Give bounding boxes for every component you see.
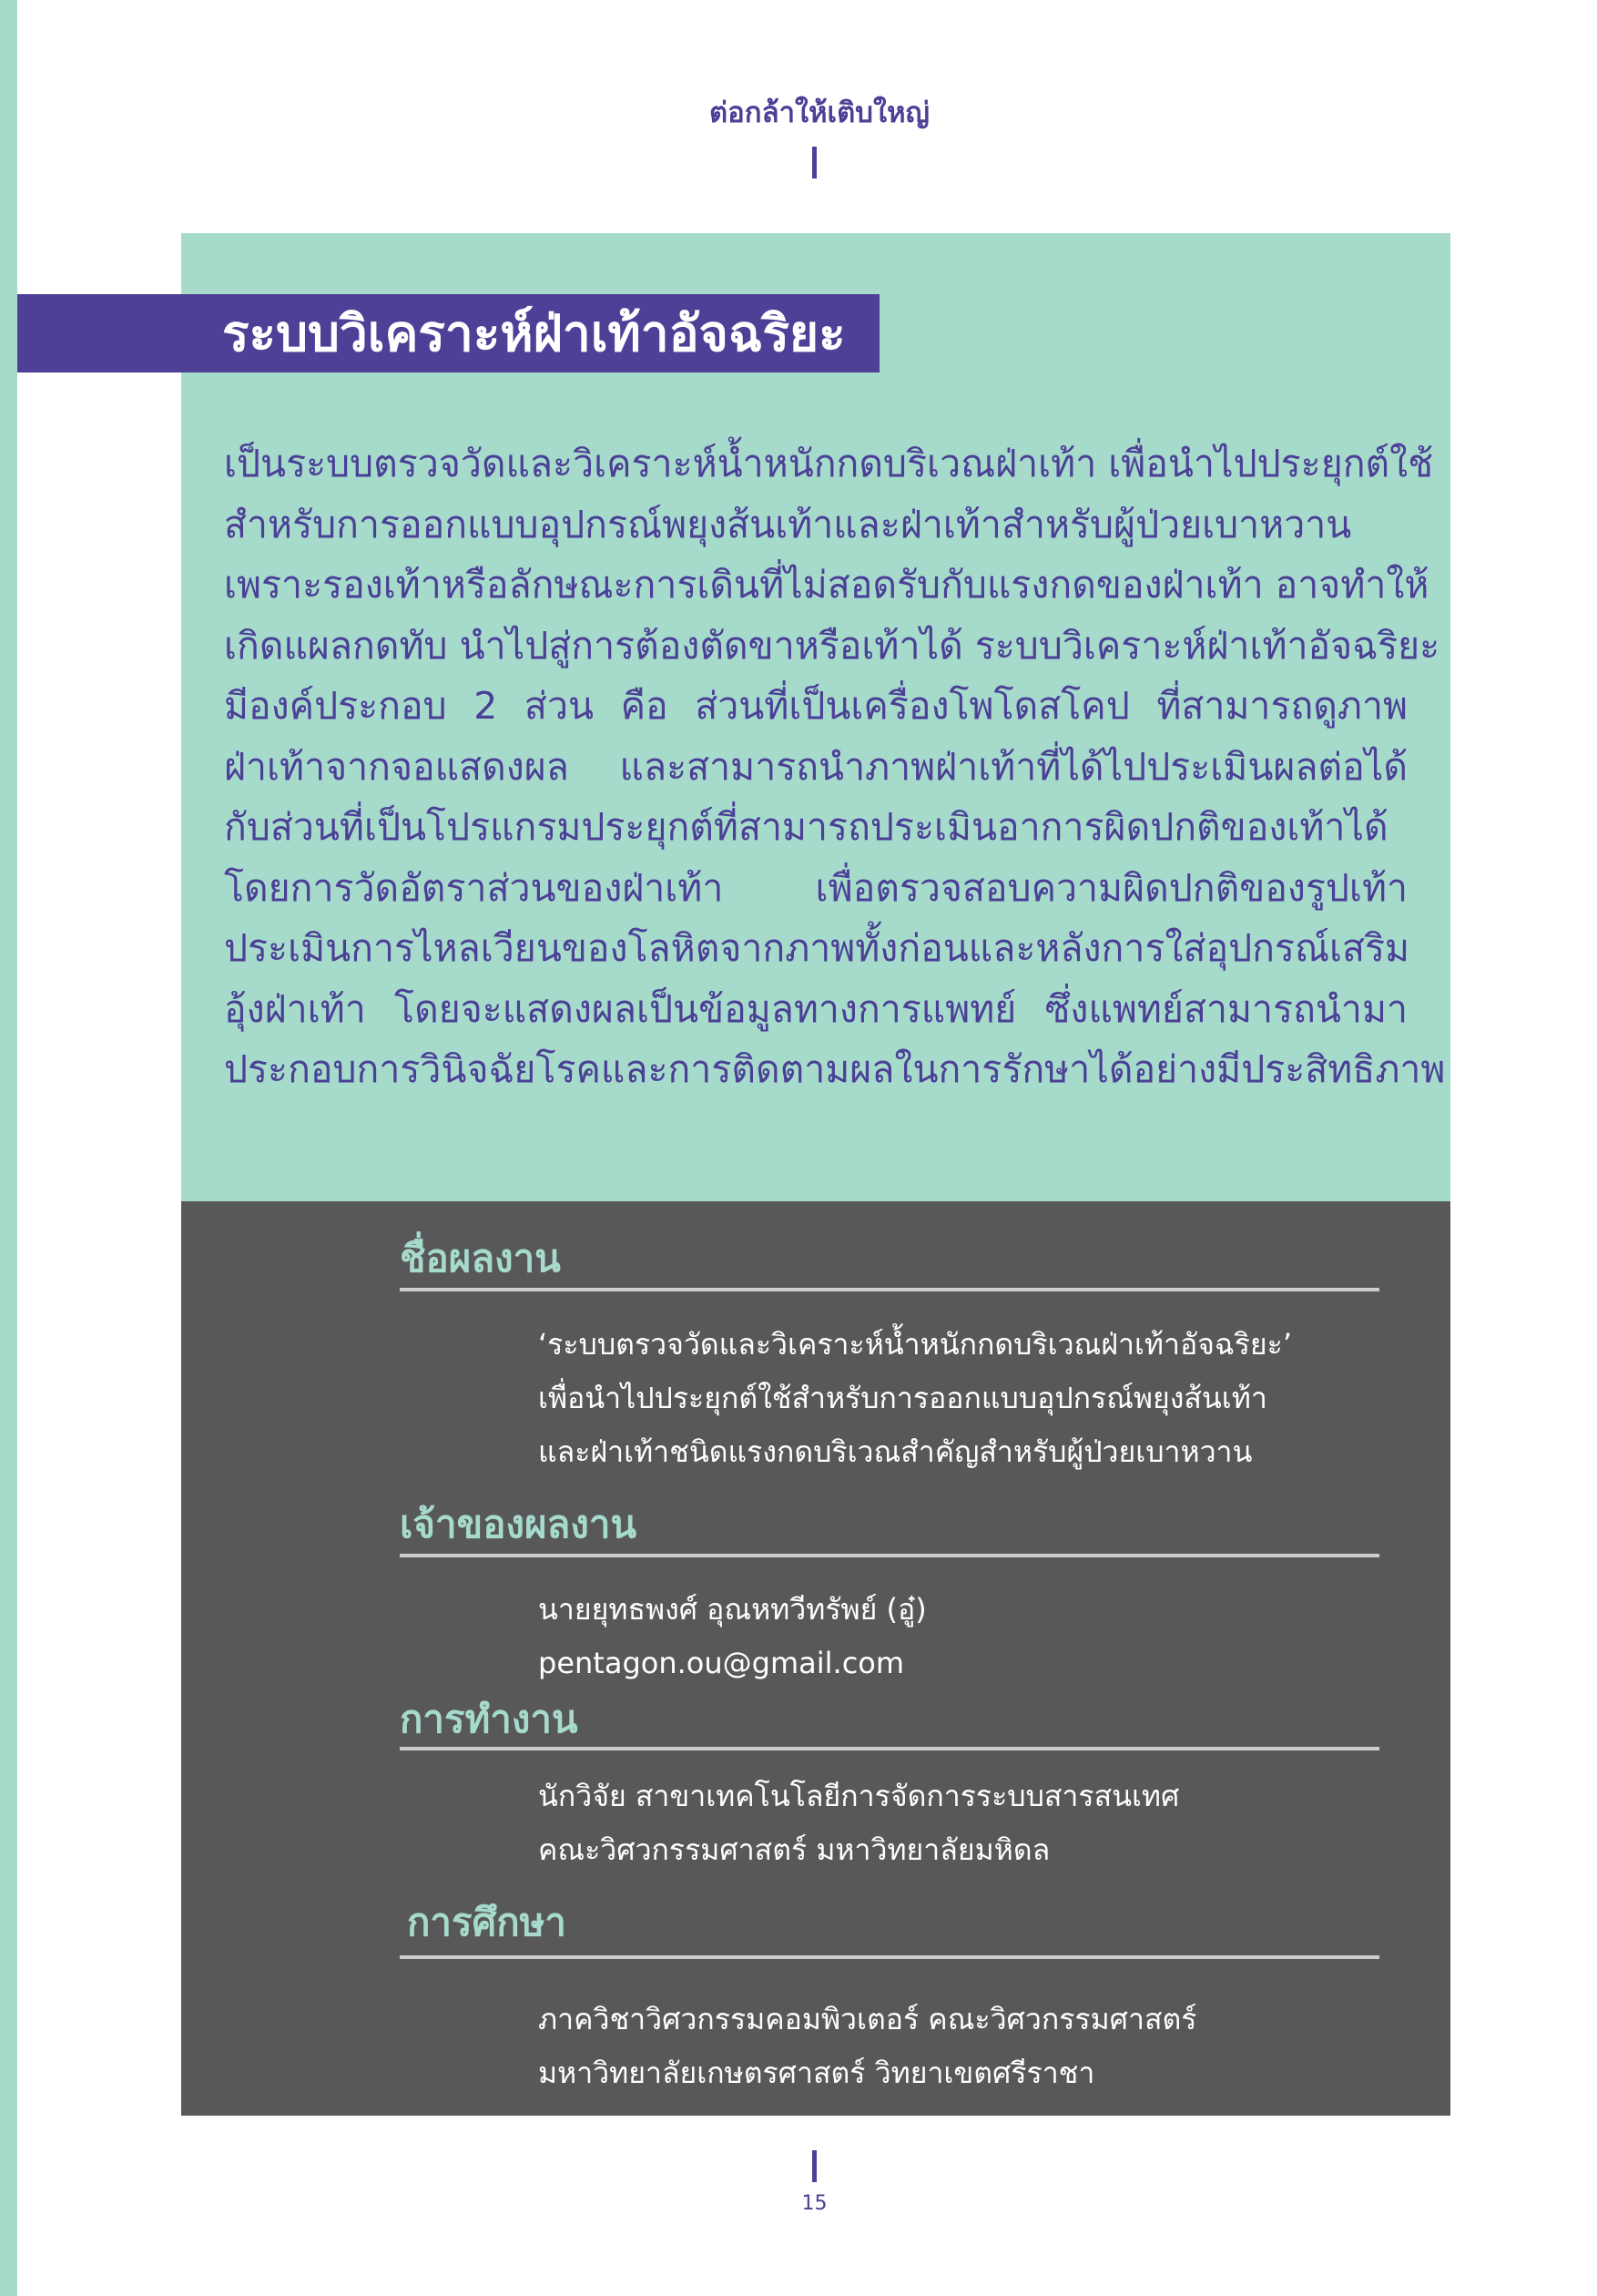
intro-line: เป็นระบบตรวจวัดและวิเคราะห์น้ำหนักกดบริเวณฝ่าเท้า เพื่อนำไปประยุกต์ใช้: [224, 442, 1434, 485]
intro-line: เพราะรองเท้าหรือลักษณะการเดินที่ไม่สอดรับกับแรงกดของฝ่าเท้า อาจทำให้: [224, 563, 1429, 607]
education-heading: การศึกษา: [407, 1900, 566, 1944]
running-header: ต่อกล้าให้เติบใหญ่: [709, 97, 930, 129]
intro-line: ฝ่าเท้าจากจอแสดงผล และสามารถนำภาพฝ่าเท้าที่ได้ไปประเมินผลต่อได้: [224, 744, 1408, 789]
intro-line: เกิดแผลกดทับ นำไปสู่การต้องตัดขาหรือเท้าได้ ระบบวิเคราะห์ฝ่าเท้าอัจฉริยะ: [224, 623, 1440, 668]
work-name-body: [538, 1318, 1379, 1479]
title-banner: [17, 294, 880, 372]
owner-rule: [400, 1554, 1379, 1557]
work-name-heading: ชื่อผลงาน: [400, 1236, 561, 1281]
intro-paragraph: [224, 434, 1446, 1100]
intro-line: มีองค์ประกอบ 2 ส่วน คือ ส่วนที่เป็นเครื่องโพโดสโคป ที่สามารถดูภาพ: [224, 684, 1408, 728]
intro-line: โดยการวัดอัตราส่วนของฝ่าเท้า เพื่อตรวจสอบความผิดปกติของรูปเท้า: [224, 865, 1408, 910]
work-name-line: เพื่อนำไปประยุกต์ใช้สำหรับการออกแบบอุปกรณ์พยุงส้นเท้า: [538, 1381, 1267, 1415]
work-heading: การทำงาน: [400, 1697, 578, 1741]
intro-line: กับส่วนที่เป็นโปรแกรมประยุกต์ที่สามารถประเมินอาการผิดปกติของเท้าได้: [224, 805, 1388, 849]
owner-heading: เจ้าของผลงาน: [400, 1502, 637, 1546]
education-body: [538, 1993, 1379, 2100]
intro-line: ประกอบการวินิจฉัยโรคและการติดตามผลในการรักษาได้อย่างมีประสิทธิภาพ: [224, 1047, 1446, 1091]
page-title: ระบบวิเคราะห์ฝ่าเท้าอัจฉริยะ: [222, 304, 846, 362]
work-rule: [400, 1747, 1379, 1750]
education-rule: [400, 1955, 1379, 1959]
left-edge-stripe: [0, 0, 17, 2296]
work-body: [538, 1770, 1379, 1877]
footer-divider: [812, 2150, 817, 2182]
intro-line: อุ้งฝ่าเท้า โดยจะแสดงผลเป็นข้อมูลทางการแพทย์ ซึ่งแพทย์สามารถนำมา: [224, 986, 1408, 1031]
work-name-line: และฝ่าเท้าชนิดแรงกดบริเวณสำคัญสำหรับผู้ป่วยเบาหวาน: [538, 1434, 1253, 1469]
owner-name: นายยุทธพงศ์ อุณหทวีทรัพย์ (อู๋): [538, 1592, 927, 1627]
page-number: 15: [801, 2192, 828, 2215]
intro-line: ประเมินการไหลเวียนของโลหิตจากภาพทั้งก่อนและหลังการใส่อุปกรณ์เสริม: [224, 926, 1410, 970]
education-line: มหาวิทยาลัยเกษตรศาสตร์ วิทยาเขตศรีราชา: [538, 2056, 1095, 2090]
education-line: ภาควิชาวิศวกรรมคอมพิวเตอร์ คณะวิศวกรรมศาสตร์: [538, 2002, 1197, 2036]
work-line: คณะวิศวกรรมศาสตร์ มหาวิทยาลัยมหิดล: [538, 1832, 1051, 1867]
intro-line: สำหรับการออกแบบอุปกรณ์พยุงส้นเท้าและฝ่าเท้าสำหรับผู้ป่วยเบาหวาน: [224, 502, 1352, 546]
work-name-line: ‘ระบบตรวจวัดและวิเคราะห์น้ำหนักกดบริเวณฝ่าเท้าอัจฉริยะ’: [538, 1327, 1292, 1362]
work-name-rule: [400, 1288, 1379, 1291]
owner-email: pentagon.ou@gmail.com: [538, 1646, 905, 1680]
header-divider: [812, 147, 817, 179]
work-line: นักวิจัย สาขาเทคโนโลยีการจัดการระบบสารสนเทศ: [538, 1779, 1180, 1813]
owner-body: [538, 1583, 1379, 1690]
